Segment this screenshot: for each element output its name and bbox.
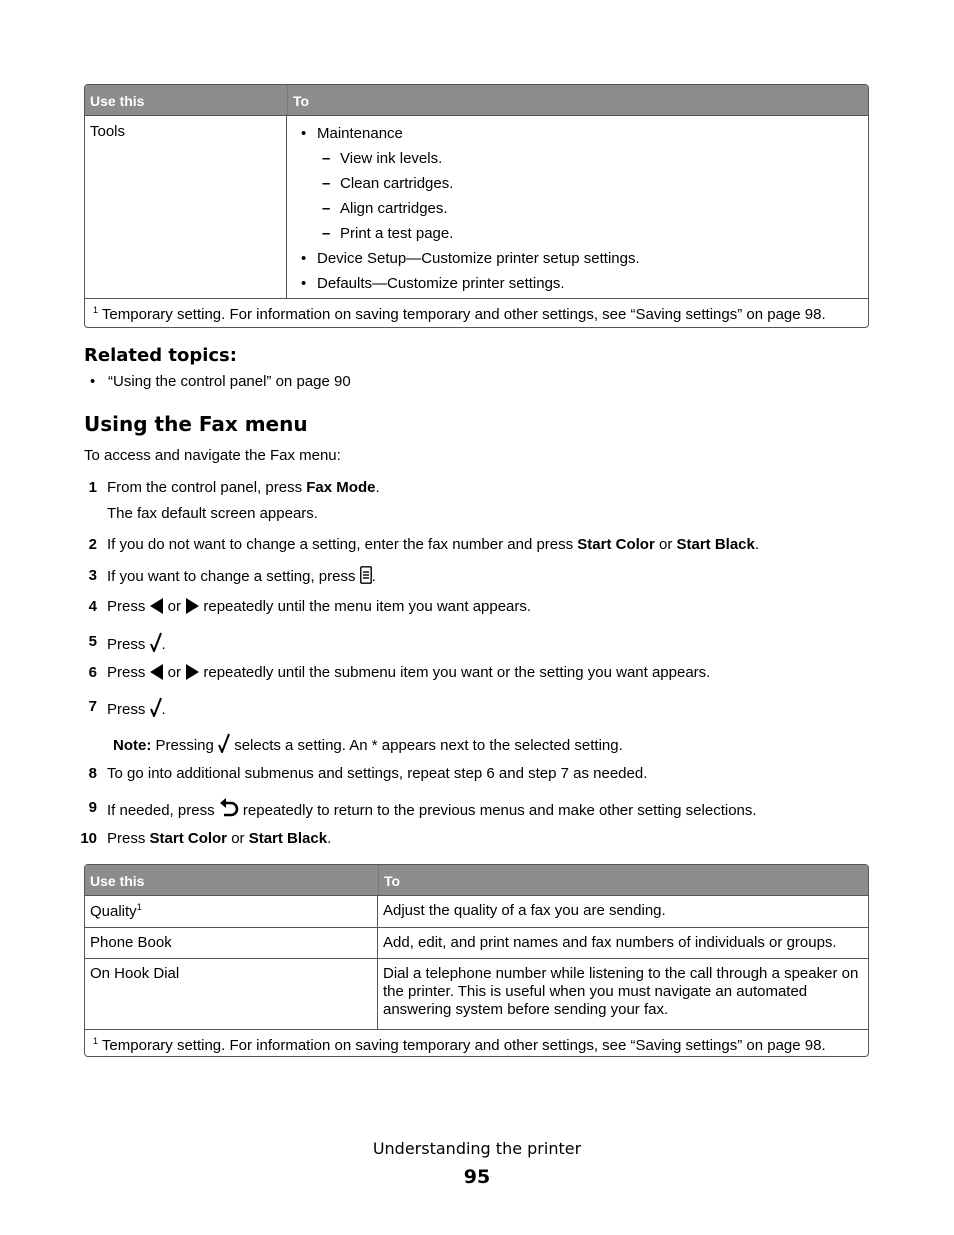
- table-row: [85, 895, 868, 927]
- checkmark-icon: [150, 632, 162, 652]
- row-description: [287, 116, 868, 298]
- chapter-footer: Understanding the printer: [372, 1139, 582, 1158]
- row-description: Adjust the quality of a fax you are sending.: [383, 902, 666, 919]
- list-item: • Defaults—Customize printer settings.: [301, 275, 565, 292]
- table-row: [85, 115, 868, 298]
- note: Note: Pressing selects a setting. An * appears next to the selected setting.: [113, 733, 623, 756]
- row-label: Phone Book: [85, 928, 378, 958]
- menu-icon: [360, 566, 372, 584]
- table-header: [85, 85, 868, 115]
- left-arrow-icon: [150, 598, 164, 614]
- table-row: [85, 927, 868, 958]
- section-intro: To access and navigate the Fax menu:: [84, 447, 341, 464]
- list-item: – Align cartridges.: [322, 200, 448, 217]
- right-arrow-icon: [185, 664, 199, 680]
- section-title: Using the Fax menu: [84, 412, 308, 436]
- row-description: Add, edit, and print names and fax numbers of individuals or groups.: [383, 934, 837, 951]
- list-item: • Device Setup—Customize printer setup settings.: [301, 250, 640, 267]
- list-item: – View ink levels.: [322, 150, 443, 167]
- related-topics-list: • “Using the control panel” on page 90: [90, 373, 351, 390]
- list-item: – Clean cartridges.: [322, 175, 454, 192]
- table-footnote: $^1$ Temporary setting. For information on saving temporary and other settings, see “Saving settings” on page 98.: [85, 298, 868, 328]
- table-row: [85, 958, 868, 1029]
- bullet-list: [292, 121, 863, 296]
- checkmark-icon: [150, 697, 162, 717]
- checkmark-icon: [218, 733, 230, 753]
- fax-menu-table: [84, 864, 869, 1057]
- left-arrow-icon: [150, 664, 164, 680]
- table-footnote: $^1$ Temporary setting. For information on saving temporary and other settings, see “Saving settings” on page 98.: [85, 1029, 868, 1057]
- row-description: Dial a telephone number while listening to the call through a speaker on the printer. This is useful when you must navigate an automated answering system before sending your fax.: [383, 965, 859, 1018]
- header-use-this: Use this: [90, 93, 145, 109]
- header-to: To: [287, 85, 868, 115]
- row-label: Tools: [85, 116, 287, 298]
- table-header: [85, 865, 868, 895]
- header-use-this: Use this: [90, 873, 145, 889]
- row-label: Quality$^1$: [85, 896, 378, 927]
- page-number: 95: [463, 1166, 491, 1188]
- right-arrow-icon: [185, 598, 199, 614]
- sub-list: [292, 146, 863, 246]
- list-item: • Maintenance – View ink levels. – Clean cartridges. – Align cartridges. – Print a test page.: [292, 121, 863, 246]
- list-item: – Print a test page.: [322, 225, 454, 242]
- back-icon: [219, 798, 239, 818]
- related-topics-heading: Related topics:: [84, 345, 237, 366]
- row-label: On Hook Dial: [85, 959, 378, 1029]
- tools-table: [84, 84, 869, 328]
- header-to: To: [378, 865, 868, 895]
- related-link[interactable]: “Using the control panel” on page 90: [108, 373, 351, 390]
